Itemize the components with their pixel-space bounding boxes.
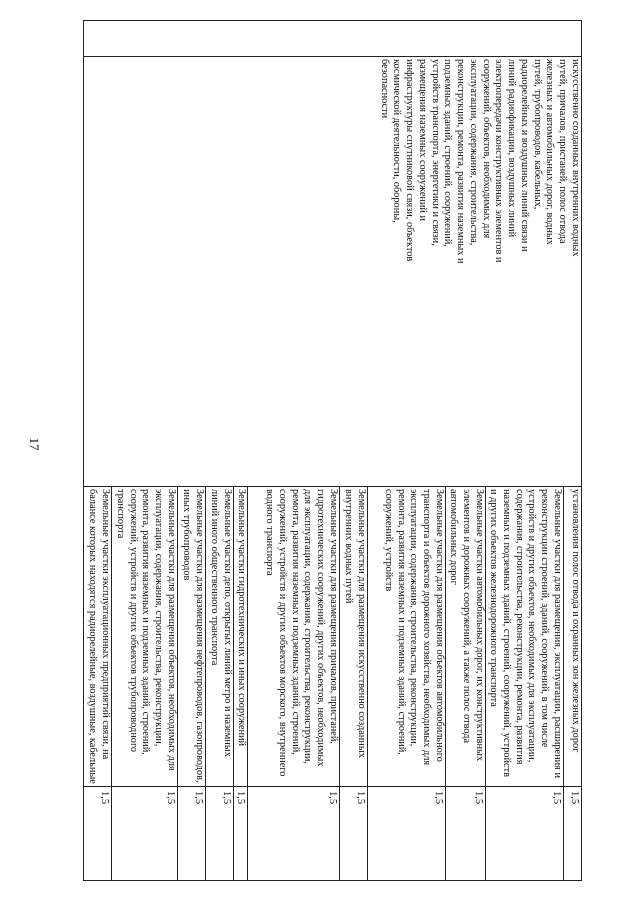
category-text: Земельные участки автомобильных дорог, их конструктивных элементов и дорожных сооружений, а также полос отвода автомобильных дорог [446,487,486,787]
category-text: Земельные участки эксплуатационных предприятий связи, на балансе которых находятся радиорелейные, воздушные, кабельные [83,487,111,787]
row-number-cell [83,21,581,57]
table-row [564,21,582,881]
coefficient-value: 1,5 [111,787,177,881]
coefficient-value: 1,5 [446,787,486,881]
category-text: Земельные участки депо, открытых линий метро и наземных линий иного общественного транспорта [205,487,233,787]
coefficient-value: 1,5 [486,787,564,881]
left-description-cell [83,57,581,487]
category-text: Земельные участки для размещения нефтепроводов, газопроводов, иных трубопроводов [177,487,205,787]
rotated-table-page [62,20,582,880]
coefficient-value: 1,5 [83,787,111,881]
left-description-text: искусственно созданных внутренних водных путей, причалов, пристаней, полос отвода железных и автомобильных дорог, водных путей, трубопроводов, кабельных, радиорелейных и воздушных линий связи и линий радиофикации, воздушных линий электропередачи конструктивных элементов и сооружений, объектов, необходимых для эксплуатации, содержания, строительства, реконструкции, ремонта, развития наземных и подземных зданий, строений, сооружений, устройств транспорта, энергетики и связи, размещения наземных сооружений и инфраструктуры спутниковой связи, объектов космической деятельности, обороны, безопасности [378,59,581,264]
category-text: установления полос отвода и охранных зон железных дорог [564,487,582,787]
category-text: Земельные участки для размещения объектов, необходимых для эксплуатации, содержания, строительства, реконструкции, ремонта, развития наземных и подземных зданий, строений, сооружений, устройств и других объектов трубопроводного транспорта [111,487,177,787]
coefficient-value: 1,5 [233,787,247,881]
category-text: Земельные участки для размещения, эксплуатации, расширения и реконструкции строений, зданий, сооружений, в том числе устройств и других объектов, необходимых для эксплуатации, содержания, строительства, реконструкции, ремонта, развития наземных и подземных зданий, строений, сооружений, устройств и других объектов железнодорожного транспорта [486,487,564,787]
coefficient-value: 1,5 [340,787,368,881]
page-number: 17 [27,437,42,451]
category-text: Земельные участки гидротехнических и иных сооружений [233,487,247,787]
category-text: Земельные участки для размещения причалов, пристаней, гидротехнических сооружений, других объектов, необходимых для эксплуатации, содержания, строительства, реконструкции, ремонта, развития наземных и подземных зданий, строений, сооружений, устройств и других объектов морского, внутреннего водного транспорта [248,487,340,787]
coefficient-value: 1,5 [564,787,582,881]
category-text: Земельные участки для размещения объектов автомобильного транспорта и объектов дорожного хозяйства, необходимых для эксплуатации, содержания, строительства, реконструкции, ремонта, развития наземных и подземных зданий, строений, сооружений, устройств [368,487,446,787]
coefficient-value: 1,5 [368,787,446,881]
coefficient-value: 1,5 [177,787,205,881]
coefficient-value: 1,5 [205,787,233,881]
category-text: Земельные участки для размещения искусственно созданных внутренних водных путей [340,487,368,787]
land-use-table [83,20,582,881]
coefficient-value: 1,5 [248,787,340,881]
